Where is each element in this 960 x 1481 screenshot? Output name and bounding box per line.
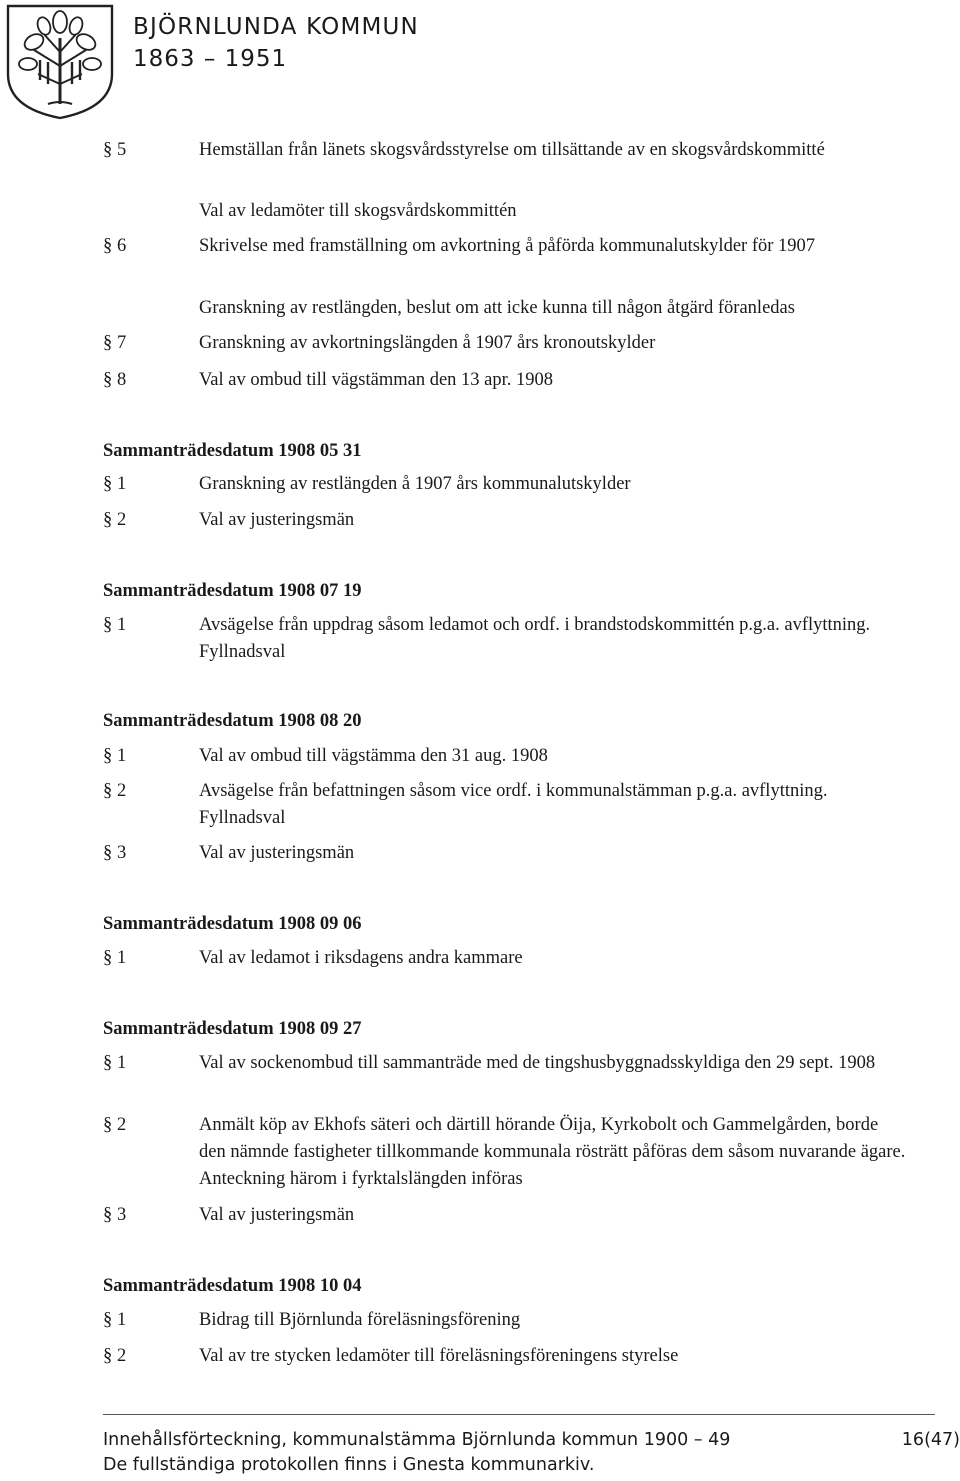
section-symbol: § bbox=[103, 236, 113, 256]
item-text: Val av ombud till vägstämma den 31 aug. 1908 bbox=[199, 746, 548, 766]
item-number: 8 bbox=[117, 370, 127, 390]
section-symbol: § bbox=[103, 1205, 113, 1225]
section-symbol: § bbox=[103, 1346, 113, 1366]
agenda-item bbox=[103, 1343, 923, 1403]
item-text: Val av ledamot i riksdagens andra kammare bbox=[199, 948, 523, 968]
item-text: Val av tre stycken ledamöter till föreläsningsföreningens styrelse bbox=[199, 1346, 679, 1366]
agenda-item bbox=[103, 1202, 923, 1262]
item-number: 1 bbox=[117, 948, 127, 968]
item-text: Granskning av restlängden, beslut om att icke kunna till någon åtgärd föranledas bbox=[199, 298, 795, 318]
item-number: 1 bbox=[117, 1310, 127, 1330]
item-text: Bidrag till Björnlunda föreläsningsförening bbox=[199, 1310, 521, 1330]
item-text: Granskning av avkortningslängden å 1907 års kronoutskylder bbox=[199, 333, 656, 353]
footer-document-title: Innehållsförteckning, kommunalstämma Björnlunda kommun 1900 – 49 bbox=[103, 1430, 731, 1450]
section-symbol: § bbox=[103, 140, 113, 160]
item-number: 5 bbox=[117, 140, 127, 160]
item-number: 3 bbox=[117, 1205, 127, 1225]
agenda-item bbox=[103, 945, 923, 1005]
section-symbol: § bbox=[103, 781, 113, 801]
section-symbol: § bbox=[103, 510, 113, 530]
section-symbol: § bbox=[103, 615, 113, 635]
section-symbol: § bbox=[103, 843, 113, 863]
meeting-date-heading: Sammanträdesdatum 1908 10 04 bbox=[103, 1276, 362, 1296]
section-symbol: § bbox=[103, 1053, 113, 1073]
section-symbol: § bbox=[103, 746, 113, 766]
item-number: 7 bbox=[117, 333, 127, 353]
municipality-years: 1863 – 1951 bbox=[133, 46, 288, 72]
item-text: Avsägelse från uppdrag såsom ledamot och ordf. i brandstodskommittén p.g.a. avflyttning. Fyllnadsval bbox=[199, 615, 871, 662]
section-symbol: § bbox=[103, 1115, 113, 1135]
section-symbol: § bbox=[103, 948, 113, 968]
item-number: 1 bbox=[117, 474, 127, 494]
item-number: 1 bbox=[117, 615, 127, 635]
item-text: Avsägelse från befattningen såsom vice ordf. i kommunalstämman p.g.a. avflyttning. Fyllnadsval bbox=[199, 781, 828, 828]
item-number: 2 bbox=[117, 510, 127, 530]
item-number: 3 bbox=[117, 843, 127, 863]
agenda-item bbox=[103, 840, 923, 900]
section-symbol: § bbox=[103, 1310, 113, 1330]
agenda-item bbox=[103, 1050, 923, 1110]
meeting-date-heading: Sammanträdesdatum 1908 07 19 bbox=[103, 581, 362, 601]
section-symbol: § bbox=[103, 370, 113, 390]
meeting-date-heading: Sammanträdesdatum 1908 05 31 bbox=[103, 441, 362, 461]
item-text: Val av ombud till vägstämman den 13 apr. 1908 bbox=[199, 370, 554, 390]
item-text: Val av justeringsmän bbox=[199, 1205, 355, 1225]
item-number: 1 bbox=[117, 1053, 127, 1073]
item-text: Anmält köp av Ekhofs säteri och därtill hörande Öija, Kyrkobolt och Gammelgården, borde den nämnde fastigheter tillkommande kommunala rösträtt påföras dem såsom nuvarande ägare. Anteckning härom i fyrktalslängden införas bbox=[199, 1115, 906, 1189]
agenda-item bbox=[103, 233, 923, 293]
item-text: Hemställan från länets skogsvårdsstyrelse om tillsättande av en skogsvårdskommitté bbox=[199, 140, 825, 160]
municipality-title: BJÖRNLUNDA KOMMUN bbox=[133, 14, 419, 40]
item-number: 2 bbox=[117, 1115, 127, 1135]
meeting-date-heading: Sammanträdesdatum 1908 09 06 bbox=[103, 914, 362, 934]
item-text: Val av justeringsmän bbox=[199, 510, 355, 530]
section-symbol: § bbox=[103, 474, 113, 494]
municipality-crest-logo bbox=[4, 4, 116, 120]
agenda-item bbox=[103, 367, 923, 427]
item-text: Val av justeringsmän bbox=[199, 843, 355, 863]
agenda-item bbox=[103, 612, 923, 672]
item-number: 1 bbox=[117, 746, 127, 766]
item-text: Granskning av restlängden å 1907 års kommunalutskylder bbox=[199, 474, 631, 494]
item-text: Val av ledamöter till skogsvårdskommittén bbox=[199, 201, 517, 221]
item-text: Val av sockenombud till sammanträde med de tingshusbyggnadsskyldiga den 29 sept. 1908 bbox=[199, 1053, 876, 1073]
item-number: 6 bbox=[117, 236, 127, 256]
section-symbol: § bbox=[103, 333, 113, 353]
footer-divider bbox=[103, 1414, 935, 1415]
item-number: 2 bbox=[117, 1346, 127, 1366]
item-number: 2 bbox=[117, 781, 127, 801]
page-number: 16(47) bbox=[901, 1430, 960, 1450]
agenda-item bbox=[103, 507, 923, 567]
agenda-item bbox=[103, 137, 923, 197]
footer-archive-note: De fullständiga protokollen finns i Gnesta kommunarkiv. bbox=[103, 1455, 595, 1475]
meeting-date-heading: Sammanträdesdatum 1908 09 27 bbox=[103, 1019, 362, 1039]
item-text: Skrivelse med framställning om avkortning å påförda kommunalutskylder för 1907 bbox=[199, 236, 816, 256]
agenda-item bbox=[103, 778, 923, 838]
agenda-item bbox=[103, 1112, 923, 1196]
meeting-date-heading: Sammanträdesdatum 1908 08 20 bbox=[103, 711, 362, 731]
